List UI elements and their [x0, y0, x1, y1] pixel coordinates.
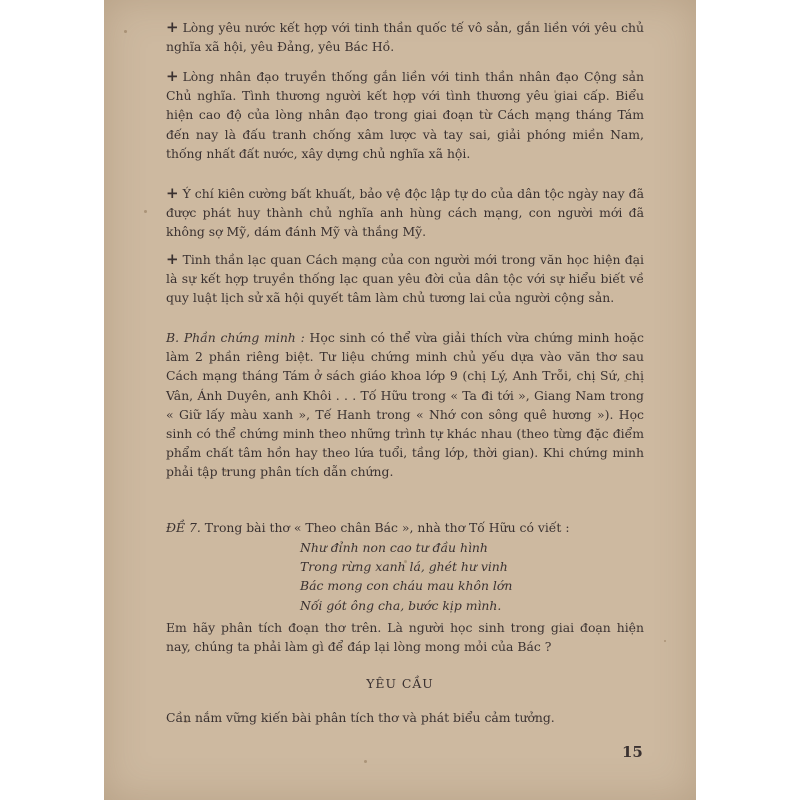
- poem-stanza: [300, 538, 620, 615]
- paragraph-will: [166, 184, 644, 242]
- poem-line: Bác mong con cháu mau khôn lớn: [300, 578, 513, 594]
- plus-icon: +: [166, 18, 179, 36]
- paragraph-text: Ý chí kiên cường bất khuất, bảo vệ độc lập tự do của dân tộc ngày nay đã được phát huy thành chủ nghĩa anh hùng cách mạng, con người mới đã không sợ Mỹ, dám đánh Mỹ và thắng Mỹ.: [166, 186, 644, 240]
- paragraph-text: Tinh thần lạc quan Cách mạng của con người mới trong văn học hiện đại là sự kết hợp truyền thống lạc quan yêu đời của dân tộc với sự hiểu biết về quy luật lịch sử xã hội quyết tâm làm chủ tương lai của người cộng sản.: [166, 252, 644, 306]
- exercise-label: ĐỀ 7.: [166, 520, 201, 535]
- paragraph-text: Học sinh có thể vừa giải thích vừa chứng minh hoặc làm 2 phần riêng biệt. Tư liệu chứng minh chủ yếu dựa vào văn thơ sau Cách mạng tháng Tám ở sách giáo khoa lớp 9 (chị Lý, Anh Trỗi, chị Sứ, chị Vân, Ánh Duyên, anh Khôi . . . Tố Hữu trong « Ta đi tới », Giang Nam trong « Giữ lấy màu xanh », Tế Hanh trong « Nhớ con sông quê hương »). Học sinh có thể chứng minh theo những trình tự khác nhau (theo từng đặc điểm phẩm chất tâm hồn hay theo lứa tuổi, tầng lớp, thời gian). Khi chứng minh phải tập trung phân tích dẫn chứng.: [166, 330, 644, 480]
- paragraph-text: Lòng yêu nước kết hợp với tinh thần quốc tế vô sản, gắn liền với yêu chủ nghĩa xã hội, yêu Đảng, yêu Bác Hồ.: [166, 20, 644, 55]
- page-number: 15: [622, 743, 643, 761]
- paragraph-text: Trong bài thơ « Theo chân Bác », nhà thơ Tố Hữu có viết :: [200, 520, 570, 535]
- paragraph-patriotism: [166, 18, 644, 56]
- poem-line: Nối gót ông cha, bước kịp mình.: [300, 597, 502, 613]
- paragraph-proof: [166, 328, 644, 482]
- section-lead: B. Phần chứng minh :: [166, 330, 305, 345]
- plus-icon: +: [166, 67, 179, 85]
- plus-icon: +: [166, 184, 179, 202]
- paragraph-text: Em hãy phân tích đoạn thơ trên. Là người học sinh trong giai đoạn hiện nay, chúng ta phải làm gì để đáp lại lòng mong mỏi của Bác ?: [166, 620, 644, 655]
- paragraph-text: Lòng nhân đạo truyền thống gắn liền với tinh thần nhân đạo Cộng sản Chủ nghĩa. Tình thương người kết hợp với tình thương yêu giai cấp. Biểu hiện cao độ của lòng nhân đạo trong giai đoạn từ Cách mạng tháng Tám đến nay là đấu tranh chống xâm lược và tay sai, giải phóng miền Nam, thống nhất đất nước, xây dựng chủ nghĩa xã hội.: [166, 69, 644, 161]
- poem-line: Trong rừng xanh lá, ghét hư vinh: [300, 559, 508, 575]
- paragraph-text: Cần nắm vững kiến bài phân tích thơ và phát biểu cảm tưởng.: [166, 710, 555, 725]
- section-heading: YÊU CẦU: [366, 676, 434, 691]
- paragraph-task: [166, 618, 644, 656]
- paragraph-optimism: [166, 250, 644, 308]
- paragraph-requirement: [166, 708, 644, 727]
- book-page: [104, 0, 696, 800]
- paragraph-exercise-7: [166, 518, 644, 537]
- poem-line: Như đỉnh non cao tư đầu hình: [300, 540, 488, 555]
- plus-icon: +: [166, 250, 179, 268]
- paragraph-humanism: [166, 67, 644, 163]
